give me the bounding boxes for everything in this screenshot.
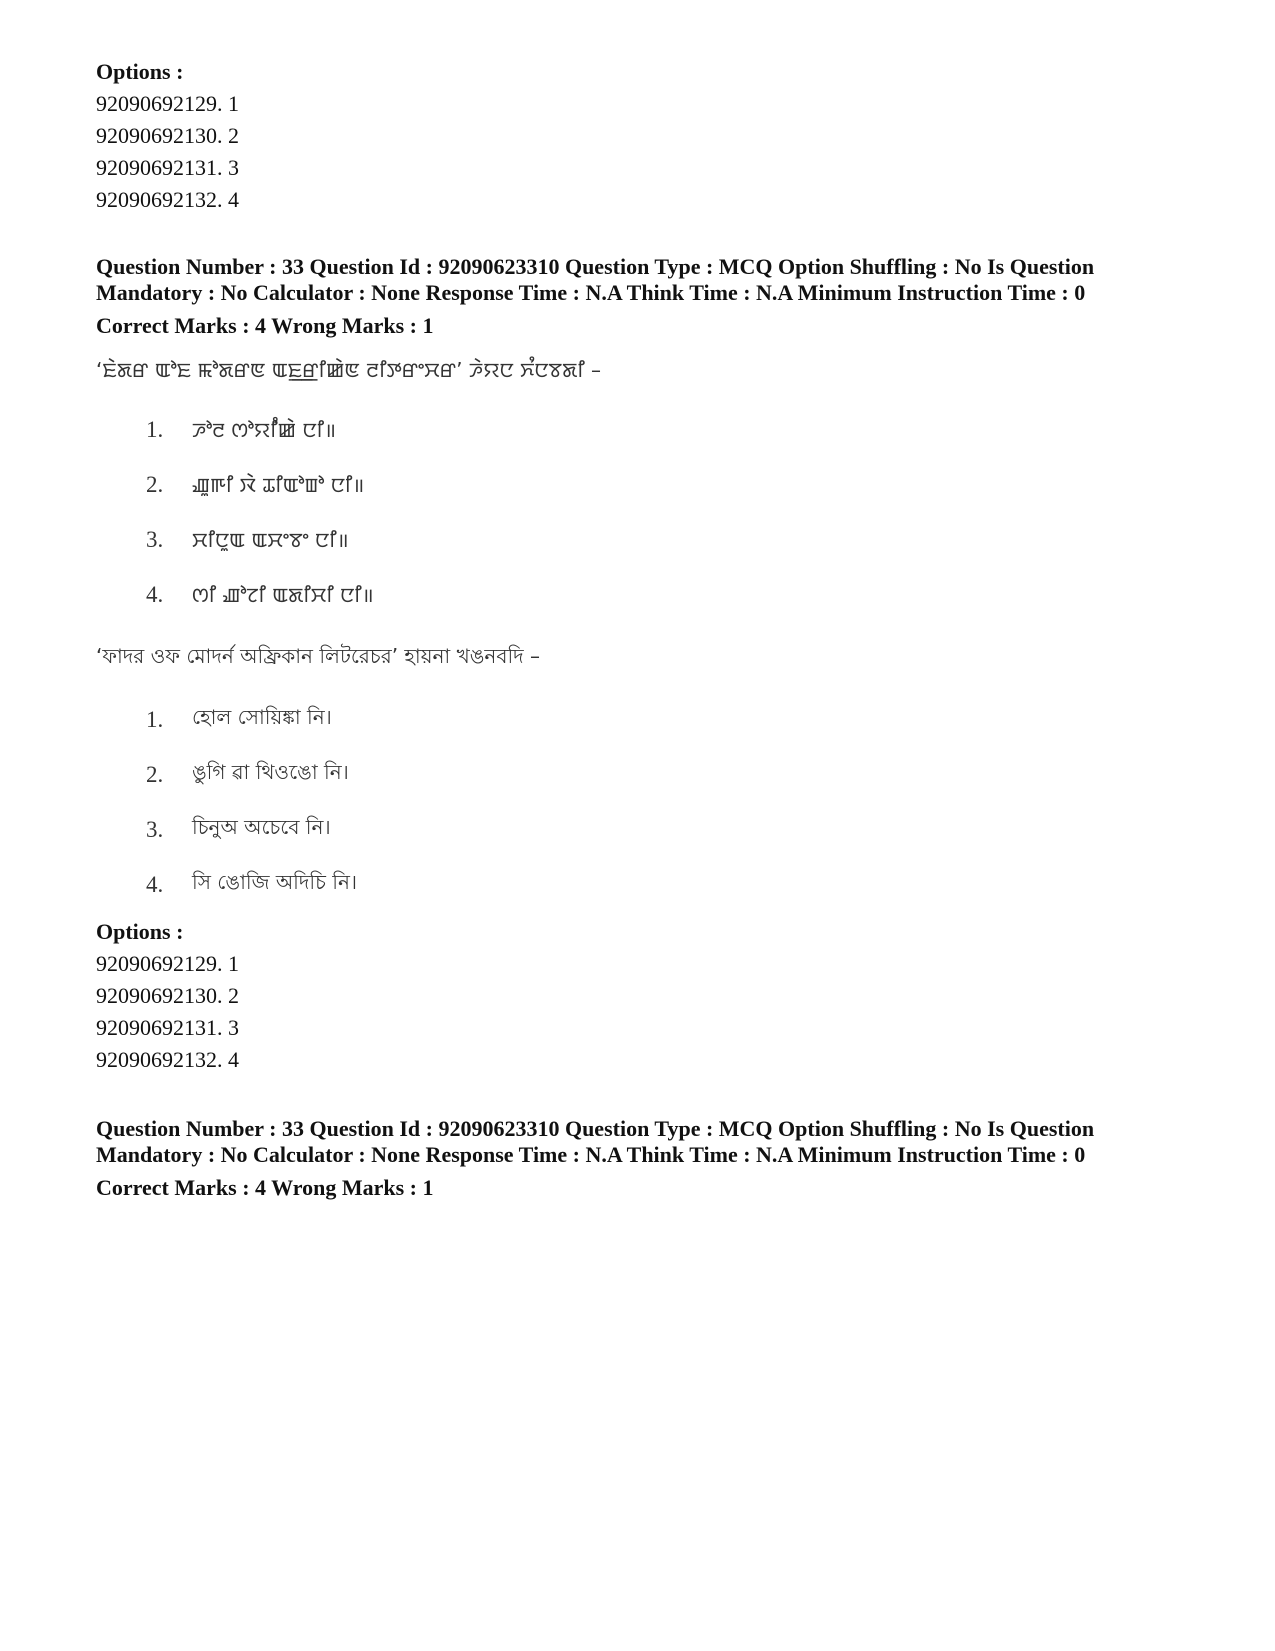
top-options-block — [96, 56, 1206, 216]
choice-number: 3. — [146, 526, 164, 552]
meitei-question-stem: ‘ꯐꯥꯗꯔ ꯑꯣꯐ ꯃꯣꯗꯔꯟ ꯑꯐ꯭ꯔꯤꯀꯥꯟ ꯂꯤꯇꯔꯦꯆꯔ’ ꯍꯥꯌꯅ ꯈꯪꯅꯕꯗꯤ – — [96, 358, 602, 382]
question-marks: Correct Marks : 4 Wrong Marks : 1 — [96, 313, 434, 338]
option-line: 92090692130. 2 — [96, 983, 239, 1008]
option-line: 92090692130. 2 — [96, 123, 239, 148]
list-item — [96, 857, 1206, 912]
option-line: 92090692131. 3 — [96, 155, 239, 180]
choice-text: ꯆꯤꯅꯨꯑ ꯑꯆꯦꯕꯦ ꯅꯤ॥ — [192, 527, 349, 552]
question-meta-line2: Mandatory : No Calculator : None Response Time : N.A Think Time : N.A Minimum Instruction Time : 0 — [96, 280, 1086, 305]
question-marks: Correct Marks : 4 Wrong Marks : 1 — [96, 1175, 434, 1200]
option-line: 92090692132. 4 — [96, 187, 239, 212]
list-item — [96, 457, 1206, 512]
choice-number: 3. — [146, 816, 164, 842]
list-item — [96, 402, 1206, 457]
choice-number: 1. — [146, 706, 164, 732]
choice-text: ꯉꯨꯒꯤ ꯋꯥ ꯊꯤꯑꯣꯡꯣ ꯅꯤ॥ — [192, 472, 365, 497]
choice-number: 2. — [146, 471, 164, 497]
choice-text: ꯍꯣꯂ ꯁꯣꯌꯤꯪꯀꯥ ꯅꯤ॥ — [192, 417, 336, 442]
question-meta-line1: Question Number : 33 Question Id : 92090623310 Question Type : MCQ Option Shuffling : No Is Question — [96, 254, 1095, 279]
choice-text: ꯁꯤ ꯉꯣꯖꯤ ꯑꯗꯤꯆꯤ ꯅꯤ॥ — [192, 582, 374, 607]
bengali-question-stem: ‘ফাদর ওফ মোদর্ন অফ্রিকান লিটরেচর’ হায়না খঙনবদি – — [96, 644, 541, 668]
choice-text: হোল সোয়িঙ্কা নি। — [192, 705, 332, 729]
choice-number: 1. — [146, 416, 164, 442]
choice-text: ঙুগি ৱা থিওঙো নি। — [192, 760, 349, 784]
choice-number: 4. — [146, 581, 164, 607]
choice-text: চিনুঅ অচেবে নি। — [192, 815, 331, 839]
question-meta-line1: Question Number : 33 Question Id : 92090623310 Question Type : MCQ Option Shuffling : No Is Question — [96, 1116, 1095, 1141]
options-heading: Options : — [96, 59, 184, 84]
exam-page — [96, 56, 1206, 1204]
option-line: 92090692132. 4 — [96, 1047, 239, 1072]
question-block — [96, 254, 1206, 912]
list-item — [96, 512, 1206, 567]
question-meta-line2: Mandatory : No Calculator : None Response Time : N.A Think Time : N.A Minimum Instruction Time : 0 — [96, 1142, 1086, 1167]
option-line: 92090692129. 1 — [96, 91, 239, 116]
list-item — [96, 747, 1206, 802]
choice-number: 4. — [146, 871, 164, 897]
meitei-choice-list — [96, 402, 1206, 622]
list-item — [96, 567, 1206, 622]
next-question-block — [96, 1116, 1206, 1204]
options-heading: Options : — [96, 919, 184, 944]
choice-text: সি ঙোজি অদিচি নি। — [192, 870, 358, 894]
choice-number: 2. — [146, 761, 164, 787]
list-item — [96, 692, 1206, 747]
bengali-choice-list — [96, 692, 1206, 912]
bottom-options-block — [96, 916, 1206, 1076]
option-line: 92090692129. 1 — [96, 951, 239, 976]
option-line: 92090692131. 3 — [96, 1015, 239, 1040]
list-item — [96, 802, 1206, 857]
